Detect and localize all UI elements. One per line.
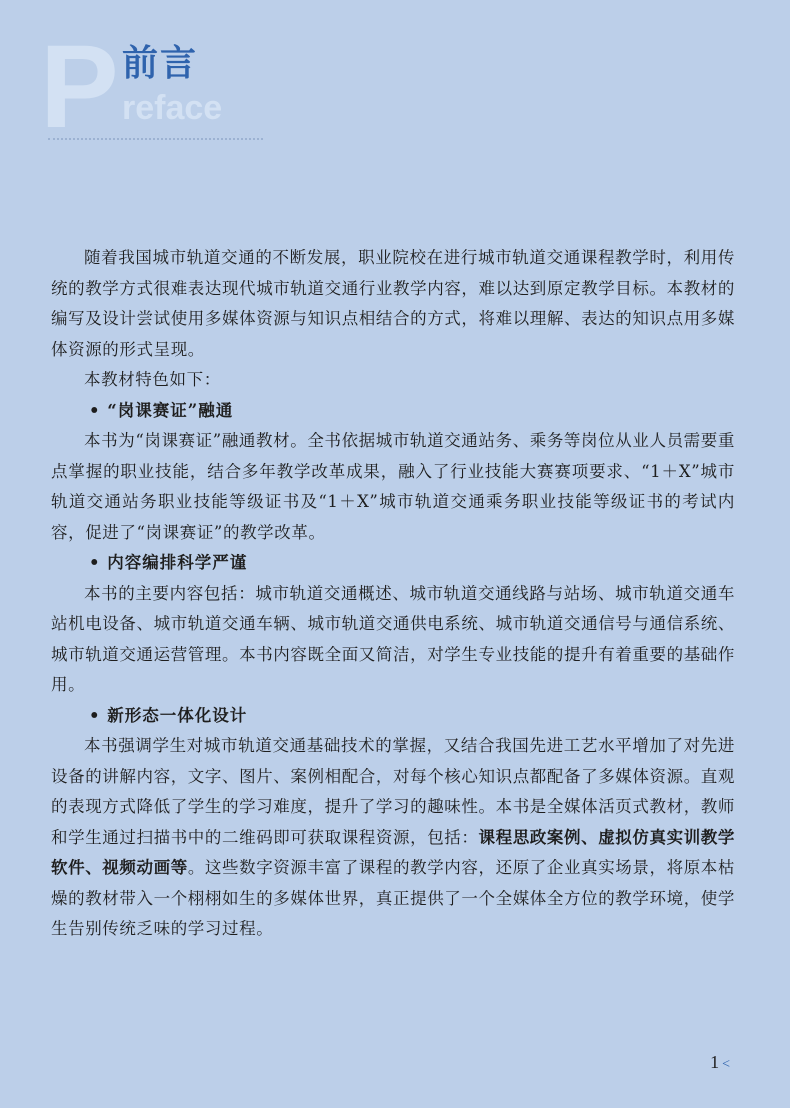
page-number-text: 1 bbox=[710, 1052, 720, 1072]
intro-paragraph: 随着我国城市轨道交通的不断发展，职业院校在进行城市轨道交通课程教学时，利用传统的教学方式很难表达现代城市轨道交通行业教学内容，难以达到原定教学目标。本教材的编写及设计尝试使用多媒体资源与知识点相结合的方式，将难以理解、表达的知识点用多媒体资源的形式呈现。 bbox=[51, 248, 735, 359]
section-heading-3 bbox=[51, 701, 735, 732]
page-title: 前言 bbox=[122, 43, 199, 84]
bullet-icon: • bbox=[89, 705, 101, 725]
section-body-1: 本书为“岗课赛证”融通教材。全书依据城市轨道交通站务、乘务等岗位从业人员需要重点掌握的职业技能，结合多年教学改革成果，融入了行业技能大赛赛项要求、“1＋X”城市轨道交通站务职业技能等级证书及“1＋X”城市轨道交通乘务职业技能等级证书的考试内容，促进了“岗课赛证”的教学改革。 bbox=[51, 431, 735, 542]
section-heading-2 bbox=[51, 548, 735, 579]
page-subtitle: reface bbox=[122, 89, 223, 127]
page-number bbox=[710, 1052, 730, 1073]
preface-header bbox=[40, 21, 270, 153]
features-intro: 本教材特色如下： bbox=[84, 370, 221, 389]
section-heading-text: 新形态一体化设计 bbox=[107, 705, 248, 725]
section-heading-text: “岗课赛证”融通 bbox=[107, 400, 234, 420]
resource-list-bold: 课程思政案例、虚拟仿真实训教学软件、视频动画等 bbox=[51, 827, 735, 877]
body-text: 。这些数字资源丰富了课程的教学内容，还原了企业真实场景，将原本枯燥的教材带入一个栩栩如生的多媒体世界，真正提供了一个全媒体全方位的教学环境，使学生告别传统乏味的学习过程。 bbox=[51, 858, 736, 938]
section-heading-1 bbox=[51, 396, 735, 427]
arrow-left-icon: < bbox=[722, 1057, 730, 1072]
header-dotted-rule bbox=[48, 138, 263, 140]
section-body-3 bbox=[51, 731, 735, 945]
section-heading-text: 内容编排科学严谨 bbox=[107, 553, 248, 572]
decorative-letter-p: P bbox=[40, 21, 117, 153]
bullet-icon: • bbox=[89, 553, 101, 572]
section-body-2: 本书的主要内容包括：城市轨道交通概述、城市轨道交通线路与站场、城市轨道交通车站机电设备、城市轨道交通车辆、城市轨道交通供电系统、城市轨道交通信号与通信系统、城市轨道交通运营管理。本书内容既全面又简洁，对学生专业技能的提升有着重要的基础作用。 bbox=[51, 583, 735, 694]
preface-body bbox=[51, 243, 735, 945]
bullet-icon: • bbox=[89, 400, 101, 420]
body-text: 本书强调学生对城市轨道交通基础技术的掌握，又结合我国先进工艺水平增加了对先进设备的讲解内容，文字、图片、案例相配合，对每个核心知识点都配备了多媒体资源。直观的表现方式降低了学生的学习难度，提升了学习的趣味性。本书是全媒体活页式教材，教师和学生通过扫描书中的二维码即可获取课程资源，包括： bbox=[51, 736, 735, 847]
